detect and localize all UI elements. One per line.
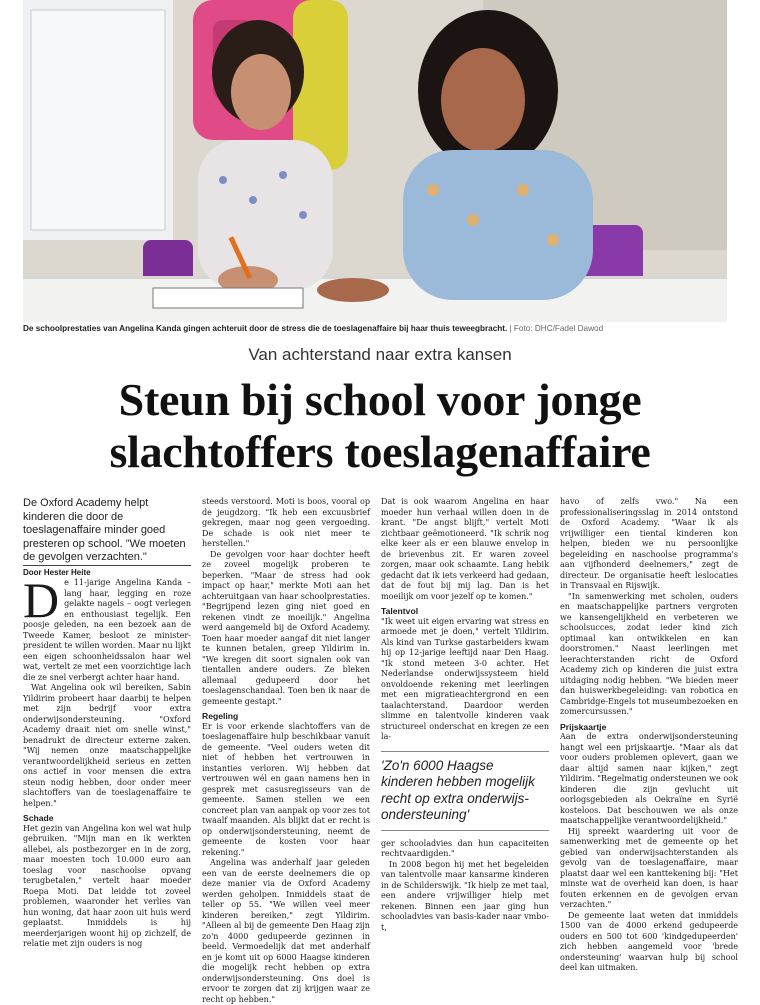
paragraph: Angelina was anderhalf jaar geleden een van de eerste deelnemers die op deze manier via de Oxford Academy werden geholpen. Inmiddels staat de teller op 55. "We willen veel meer kinderen bereiken," zegt Yildirim. "Alleen al bij de gemeente Den Haag zijn zo'n 4000 gedupeerde gezinnen in beeld. Vermoedelijk dat met anderhalf en je komt uit op 6000 Haagse kinderen die mogelijk recht hebben op extra onderwijsondersteuning. Ons doel is ervoor te zorgen dat zij krijgen waar ze recht op hebben." <box>202 858 370 1004</box>
paragraph: "Ik weet uit eigen ervaring wat stress en armoede met je doen," vertelt Yildirim. Als kind van Turkse gastarbeiders kwam hij op 12-jarige leeftijd naar Den Haag. "Ik stond meteen 3-0 achter. Het Nederlandse onderwijssysteem hield onvoldoende rekening met leerlingen met een migratieachtergrond en een taalachterstand. Daardoor werden slimme en talentvolle kinderen vaak structureel onderschat en kregen ze een la- <box>381 616 549 741</box>
paragraph: Dat is ook waarom Angelina en haar moeder hun verhaal willen doen in de krant. "De angst blijft," vertelt Moti zichtbaar geëmotioneerd. "Ik schrik nog elke keer als er een blauwe envelop in de brievenbus zit. Er waren zoveel zorgen, maar ook schaamte. Lang hebik gedacht dat ik iets verkeerd had gedaan, dat de fout bij mij lag. Dan is het moeilijk om voor jezelf op te komen." <box>381 497 549 601</box>
column-1 <box>23 497 191 949</box>
subheading-regeling: Regeling <box>202 711 239 721</box>
paragraph: steeds verstoord. Moti is boos, vooral op de jeugdzorg. "Ik heb een excuusbrief gekregen, maar nog geen vergoeding. De schade is ook niet meer te herstellen." <box>202 497 370 548</box>
paragraph: Het gezin van Angelina kon wel wat hulp gebruiken. "Mijn man en ik werkten allebei, als postbezorger en in de zorg, maar moesten toch 10.000 euro aan toeslag voor naschoolse opvang terugbetalen," vertelt haar moeder Roepa Moti. Dat leidde tot zoveel problemen, waaronder het verlies van hun woning, dat haar zoon uit huis werd geplaatst. Inmiddels is hij meerderjarigen woont hij op zichzelf, de relatie met zijn ouders is nog <box>23 823 191 949</box>
paragraph-text: e 11-jarige Angelina Kanda – lang haar, legging en roze gelakte nagels – oogt verlegen en enthousiast tegelijk. Een poosje geleden, na een bezoek aan de Tweede Kamer, besloot ze minister-president te willen worden. Maar nu lijkt een eigen schoonheidssalon haar wel wat, vertelt ze met een voorzichtige lach die ze snel verbergt achter haar hand. <box>23 578 191 682</box>
paragraph: havo of zelfs vwo." Na een professionaliseringsslag in 2014 ontstond de Oxford Academy. "Waar ik als vrijwilliger een tiental kinderen kon helpen, bieden we nu persoonlijke begeleiding en naschoolse programma's aan vijfhonderd deelnemers," zegt de directeur. De organisatie heeft leslocaties in Transvaal en Rijswijk. <box>560 497 738 590</box>
article-headline <box>10 374 750 478</box>
pull-quote: 'Zo'n 6000 Haagse kinderen hebben mogelijk recht op extra onderwijs-ondersteuning' <box>381 751 549 831</box>
byline: Door Hester Heite <box>23 567 91 577</box>
paragraph: De gevolgen voor haar dochter heeft ze zoveel mogelijk proberen te beperken. "Maar de stress had ook impact op haar," merkte Moti aan het achteruitgaan van haar schoolprestaties. "Begrijpend lezen ging niet goed en rekenen vindt ze moeilijk." Angelina werd aangemeld bij de Oxford Academy. Toen haar moeder aangaf dit niet langer te kunnen betalen, greep Yildirim in. "We kregen dit soort signalen ook van tientallen andere ouders. Ze bleken allemaal gedupeerd door het toeslagenschandaal. Toen ben ik naar de gemeente gestapt." <box>202 549 370 706</box>
article-body <box>23 497 738 1004</box>
drop-cap: D <box>23 572 60 629</box>
paragraph: Wat Angelina ook wil bereiken, Sabin Yildirim probeert haar daarbij te helpen met zijn bedrijf voor extra onderwijsondersteuning. "Oxford Academy draait niet om snelle winst," benadrukt de directeur externe zaken. "Wij nemen onze maatschappelijke verantwoordelijkheid serieus en zetten ons actief in voor mensen die extra steun nodig hebben, door onder meer slachtoffers van de toeslagenaffaire te helpen." <box>23 683 191 808</box>
article-intro: De Oxford Academy helpt kinderen die door de toeslagenaffaire minder goed presteren op school. "We moeten de gevolgen verzachten." <box>23 497 186 564</box>
photo-caption <box>23 324 737 333</box>
paragraph: Aan de extra onderwijsondersteuning hangt wel een prijskaartje. "Maar als dat voor ouders problemen oplevert, gaan we daar altijd samen naar kijken," zegt Yildirim. "Regelmatig ondersteunen we ook kinderen die zijn gevlucht uit oorlogsgebieden als Oekraïne en Syrië kosteloos. Dat beschouwen we als onze maatschappelijke verantwoordelijkheid." <box>560 732 738 825</box>
column-3 <box>381 497 549 932</box>
article-kicker: Van achterstand naar extra kansen <box>248 345 512 364</box>
paragraph: Hij spreekt waardering uit voor de samenwerking met de gemeente op het gebied van onderwijsachterstanden als gevolg van de toeslagenaffaire, maar plaatst daar wel een kanttekening bij: "Het minste wat de overheid kan doen, is haar fouten erkennen en de gevolgen ervan verzachten." <box>560 826 738 909</box>
photo-icon <box>23 0 727 322</box>
paragraph: De gemeente laat weten dat inmiddels 1500 van de 4000 erkend gedupeerde ouders en 500 tot 600 'kindgedupeerden' zich hebben aangemeld voor 'brede ondersteuning' waarvan hulp bij school deel kan uitmaken. <box>560 910 738 972</box>
divider <box>23 565 191 566</box>
paragraph: In 2008 begon hij met het begeleiden van talentvolle maar kansarme kinderen in de Schilderswijk. "Ik hielp ze met taal, een andere vrijwilliger hielp met rekenen. Binnen een jaar ging hun schooladvies van basis-kader naar vmbo-t, <box>381 859 549 932</box>
column-4 <box>560 497 738 972</box>
subheading-talentvol: Talentvol <box>381 606 419 616</box>
column-2 <box>202 497 370 1004</box>
paragraph: ger schooladvies dan hun capaciteiten rechtvaardigden." <box>381 838 549 858</box>
headline-line-2: slachtoffers toeslagenaffaire <box>109 426 651 477</box>
subheading-schade: Schade <box>23 813 54 824</box>
subheading-prijskaartje: Prijskaartje <box>560 721 607 732</box>
paragraph: Er is voor erkende slachtoffers van de toeslagenaffaire hulp beschikbaar vanuit de gemeente. "Veel ouders weten dit niet of hebben het vertrouwen in instanties verloren. Wij hebben dat vertrouwen wél en gaan namens hen in gesprek met casusregisseurs van de gemeente. Samen stellen we een concreet plan van aanpak op voor zes tot twaalf maanden. Als blijkt dat er recht is op onderwijsondersteuning, neemt de gemeente de kosten voor haar rekening." <box>202 721 370 857</box>
headline-line-1: Steun bij school voor jonge <box>118 374 642 425</box>
photo-credit: | Foto: DHC/Fadel Dawod <box>509 324 604 333</box>
article-photo <box>23 0 727 322</box>
caption-text: De schoolprestaties van Angelina Kanda gingen achteruit door de stress die de toeslagenaffaire bij haar thuis teweegbracht. <box>23 324 508 333</box>
paragraph: "In samenwerking met scholen, ouders en maatschappelijke partners vergroten we kansengelijkheid en verbeteren we schoolsucces, zodat ieder kind zich optimaal kan ontwikkelen en kan doorstromen." Naast leerlingen met leerachterstanden richt de Oxford Academy zich op kinderen die juist extra uitdaging nodig hebben. "We bieden meer dan huiswerkbegeleiding: van robotica en Cambridge-Engels tot museumbezoeken en zomercursussen." <box>560 591 738 716</box>
